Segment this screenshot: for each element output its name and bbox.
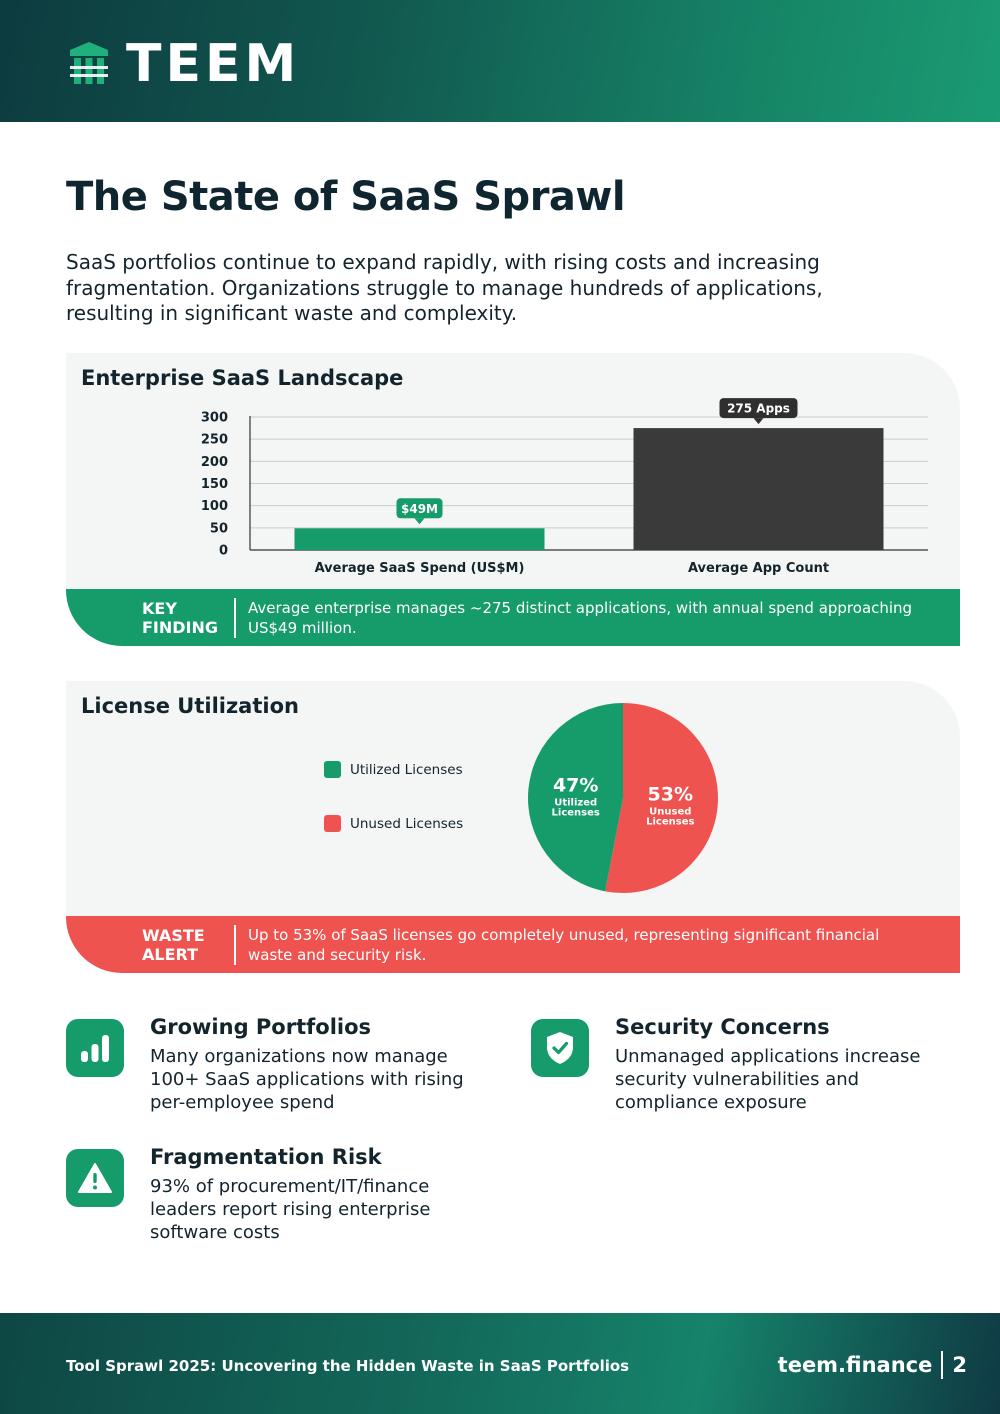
key-finding-banner: [66, 589, 960, 646]
feature-description: 93% of procurement/IT/finance leaders report rising enterprise software costs: [150, 1176, 431, 1243]
banner-divider: [234, 598, 236, 638]
feature-description: Unmanaged applications increase security vulnerabilities and compliance exposure: [615, 1046, 921, 1113]
page-number: 2: [952, 1353, 967, 1377]
page-title: The State of SaaS Sprawl: [66, 174, 626, 220]
intro-paragraph: SaaS portfolios continue to expand rapidly, with rising costs and increasing fragmentation. Organizations struggle to manage hundreds of applications, resulting in significant waste and complexity.: [66, 250, 823, 325]
shield-check-icon: [531, 1019, 589, 1077]
key-finding-label: KEY FINDING: [142, 598, 219, 637]
data-label-pointer: [415, 518, 425, 524]
slice-percent-label: 47%: [552, 774, 599, 797]
bar-chart-icon: [66, 1019, 124, 1077]
waste-alert-label: WASTE ALERT: [142, 925, 205, 964]
slice-name-label: Unused: [649, 806, 692, 818]
waste-alert-banner: [66, 916, 960, 973]
slice-name-label: Licenses: [551, 807, 600, 819]
key-finding-text: Average enterprise manages ~275 distinct applications, with annual spend approaching US$49 million.: [248, 598, 913, 637]
y-tick-label: 300: [200, 410, 228, 426]
y-tick-label: 50: [209, 521, 228, 537]
license-card-title: License Utilization: [81, 694, 299, 718]
data-label-pointer: [754, 418, 764, 424]
pie-chart: [526, 703, 726, 899]
warning-icon: [66, 1149, 124, 1207]
x-tick-label: Average App Count: [687, 561, 830, 576]
teem-logo-icon: [66, 40, 112, 88]
license-utilization-card: [66, 681, 960, 973]
y-tick-label: 150: [200, 477, 228, 492]
feature-title: Growing Portfolios: [150, 1015, 372, 1039]
y-tick-label: 100: [200, 499, 228, 515]
footer-domain-link[interactable]: teem.finance: [777, 1353, 933, 1377]
slice-name-label: Licenses: [646, 816, 695, 828]
feature-description: Many organizations now manage 100+ SaaS applications with rising per-employee spend: [150, 1046, 464, 1113]
y-tick-label: 200: [200, 454, 228, 470]
brand-name: TEEM: [126, 34, 301, 94]
feature-title: Security Concerns: [615, 1015, 830, 1039]
data-label: 275 Apps: [727, 401, 790, 416]
legend-label-unused: Unused Licenses: [350, 815, 464, 832]
bar: [634, 428, 884, 550]
legend-item-unused: [324, 815, 463, 832]
legend-swatch-utilized: [324, 761, 341, 778]
bar-chart: [66, 353, 960, 589]
footer-meta: [778, 1351, 967, 1379]
waste-alert-text: Up to 53% of SaaS licenses go completely unused, representing significant financial waste and security risk.: [248, 925, 880, 964]
y-tick-label: 250: [200, 432, 228, 448]
brand-logo[interactable]: [66, 34, 301, 94]
feature-title: Fragmentation Risk: [150, 1145, 382, 1169]
landscape-card-title: Enterprise SaaS Landscape: [81, 366, 404, 390]
data-label: $49M: [401, 501, 438, 516]
footer-separator: [941, 1351, 943, 1379]
slice-percent-label: 53%: [647, 783, 694, 806]
banner-divider: [234, 925, 236, 965]
slice-name-label: Utilized: [554, 797, 598, 809]
saas-landscape-card: [66, 353, 960, 646]
page-footer: [0, 1313, 1000, 1414]
legend-swatch-unused: [324, 815, 341, 832]
bar: [295, 528, 545, 550]
legend-label-utilized: Utilized Licenses: [350, 761, 463, 778]
x-tick-label: Average SaaS Spend (US$M): [314, 561, 525, 576]
page-header: [0, 0, 1000, 122]
legend-item-utilized: [324, 761, 463, 778]
y-tick-label: 0: [218, 543, 228, 559]
footer-report-title: Tool Sprawl 2025: Uncovering the Hidden Waste in SaaS Portfolios: [66, 1357, 630, 1375]
